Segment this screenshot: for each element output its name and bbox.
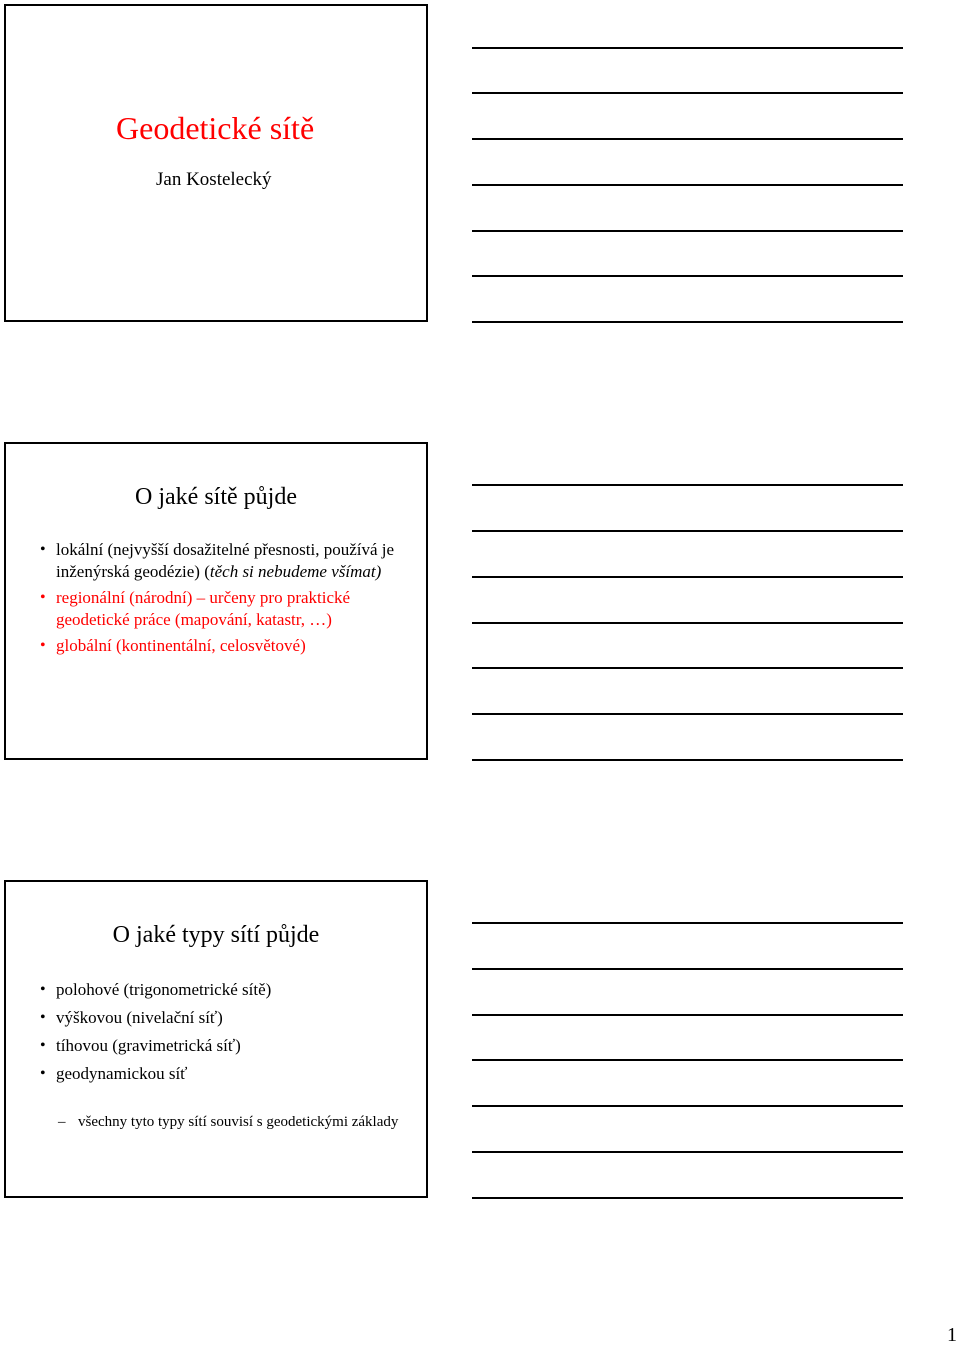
bullet-marker: • [40, 1065, 46, 1082]
bullet-text: výškovou (nivelační síť) [56, 1008, 223, 1027]
note-line [472, 92, 903, 94]
note-line [472, 576, 903, 578]
list-item [36, 635, 406, 657]
note-line [472, 1151, 903, 1153]
note-line [472, 184, 903, 186]
bullet-text: globální (kontinentální, celosvětové) [56, 636, 306, 655]
slide-title: Geodetické sítě [116, 110, 315, 146]
author-name: Jan Kostelecký [156, 169, 272, 190]
note-line [472, 622, 903, 624]
note-line [472, 968, 903, 970]
bullet-text-italic: těch si nebudeme všímat) [209, 562, 382, 581]
page-number: 1 [947, 1324, 957, 1346]
note-line [472, 1197, 903, 1199]
bullet-marker: • [40, 981, 46, 998]
slide-2 [4, 442, 428, 760]
sub-note-text: všechny tyto typy sítí souvisí s geodetickými základy [78, 1114, 399, 1130]
list-item [36, 587, 406, 631]
slide-heading: O jaké sítě půjde [135, 484, 297, 510]
note-line [472, 230, 903, 232]
bullet-marker: • [40, 1037, 46, 1054]
bullet-marker: • [40, 637, 46, 654]
note-line [472, 530, 903, 532]
bullet-text: tíhovou (gravimetrická síť) [56, 1036, 241, 1055]
note-line [472, 275, 903, 277]
list-item [36, 1063, 406, 1085]
note-line [472, 484, 903, 486]
note-line [472, 759, 903, 761]
dash-marker: – [58, 1114, 66, 1130]
bullet-marker: • [40, 541, 46, 558]
bullet-text: regionální (národní) – určeny pro praktické geodetické práce (mapování, katastr, …) [56, 588, 351, 629]
sub-note [58, 1112, 408, 1132]
slide-3 [4, 880, 428, 1198]
slide-heading: O jaké typy sítí půjde [112, 922, 320, 948]
note-line [472, 47, 903, 49]
list-item [36, 979, 406, 1001]
note-line [472, 138, 903, 140]
bullet-text: polohové (trigonometrické sítě) [56, 980, 272, 999]
note-line [472, 321, 903, 323]
list-item [36, 1007, 406, 1029]
bullet-list [36, 539, 406, 661]
bullet-marker: • [40, 1009, 46, 1026]
note-line [472, 922, 903, 924]
note-line [472, 1059, 903, 1061]
bullet-text: geodynamickou síť [56, 1064, 188, 1083]
note-line [472, 667, 903, 669]
note-line [472, 1105, 903, 1107]
note-line [472, 713, 903, 715]
bullet-marker: • [40, 589, 46, 606]
note-line [472, 1014, 903, 1016]
bullet-text: lokální (nejvyšší dosažitelné přesnosti, používá je inženýrská geodézie) ( [56, 540, 395, 581]
bullet-list [36, 979, 406, 1091]
slide-1 [4, 4, 428, 322]
list-item [36, 1035, 406, 1057]
list-item [36, 539, 406, 583]
